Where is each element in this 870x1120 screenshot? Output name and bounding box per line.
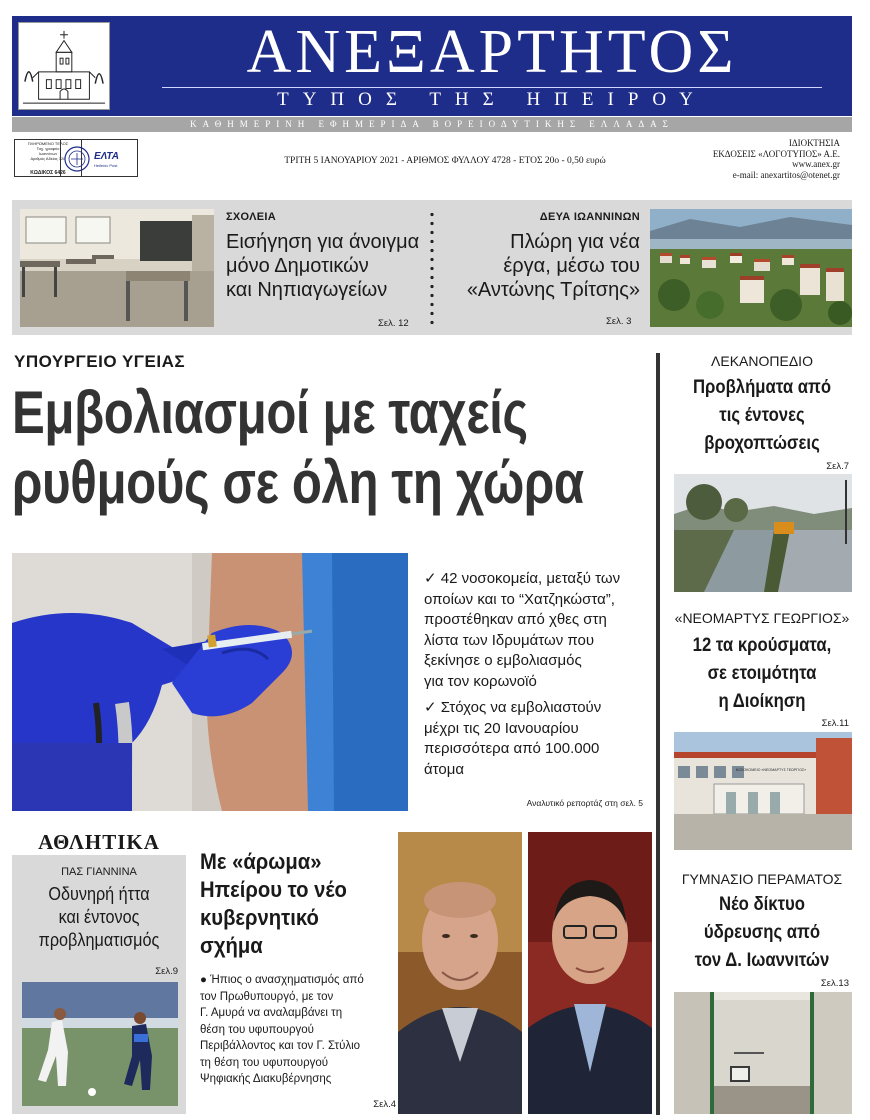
column-rule	[656, 353, 660, 1115]
headline-line: 12 τα κρούσματα,	[692, 635, 832, 656]
body-line: Ψηφιακής Διακυβέρνησης	[200, 1073, 332, 1085]
page-reference: Σελ.7	[826, 461, 849, 472]
body-line: τον Πρωθυπουργό, με τον	[200, 990, 334, 1003]
portrait-photo-left	[398, 832, 522, 1114]
side-kicker: «ΝΕΟΜΑΡΤΥΣ ΓΕΩΡΓΙΟΣ»	[674, 610, 850, 626]
headline-line: και Νηπιαγωγείων	[226, 279, 388, 301]
lead-bullet	[424, 698, 674, 780]
headline-line: Με «άρωμα»	[200, 849, 322, 874]
page-reference: Σελ.13	[820, 978, 849, 989]
side-kicker: ΓΥΜΝΑΣΙΟ ΠΕΡΑΜΑΤΟΣ	[681, 871, 843, 887]
body-line: Γ. Αμυρά να αναλαμβάνει τη	[200, 1007, 343, 1019]
lead-headline[interactable]	[12, 378, 584, 518]
headline-line: μόνο Δημοτικών	[226, 255, 369, 277]
flooded-road-photo	[674, 474, 852, 592]
church-logo-icon	[18, 22, 110, 110]
headline-line: και έντονος	[58, 907, 140, 927]
classroom-photo	[20, 209, 214, 327]
lead-kicker: ΥΠΟΥΡΓΕΙΟ ΥΓΕΙΑΣ	[14, 352, 186, 371]
postage-code: ΚΩΔΙΚΟΣ 6426	[30, 170, 66, 176]
dotted-divider	[430, 210, 434, 330]
lead-bullet	[424, 569, 674, 692]
page-reference: Σελ.4	[373, 1099, 396, 1110]
sports-kicker: ΠΑΣ ΓΙΑΝΝΙΝΑ	[61, 866, 137, 878]
body-line: τη θέση του υφυπουργού	[200, 1056, 329, 1069]
body-line: Περιβάλλοντος και τον Γ. Στύλιο	[200, 1040, 361, 1052]
page-reference: Σελ.11	[821, 718, 849, 729]
reshuffle-body	[200, 972, 390, 1088]
headline-line: η Διοίκηση	[718, 691, 806, 712]
headline-line: Οδυνηρή ήττα	[48, 884, 150, 904]
side-headline[interactable]	[683, 374, 841, 458]
email-link[interactable]: e-mail: anexartitos@otenet.gr	[732, 169, 840, 180]
page-reference: Σελ. 3	[606, 316, 632, 327]
elta-logo-text: ΕΛΤΑ	[94, 151, 120, 162]
body-line: ● Ήπιος ο ανασχηματισμός από	[200, 974, 364, 986]
headline-line: προβληματισμός	[38, 930, 160, 950]
postage-line: Ταχ. γραφείο	[36, 146, 60, 151]
building-sign: ΝΟΣΟΚΟΜΕΙΟ «ΝΕΟΜΑΡΤΥΣ ΓΕΩΡΓΙΟΣ»	[735, 768, 807, 772]
newspaper-subtitle: ΤΥΠΟΣ ΤΗΣ ΗΠΕΙΡΟΥ	[277, 89, 707, 110]
bullet-line: λίστα των Ιδρυμάτων που	[424, 631, 595, 649]
elta-subtext: Hellenic Post	[94, 163, 118, 168]
portrait-photo-right	[528, 832, 652, 1114]
promo-headline[interactable]	[442, 230, 640, 302]
headline-line: τον Δ. Ιωαννιτών	[694, 950, 830, 971]
owner-name: ΕΚΔΟΣΕΙΣ «ΛΟΓΟΤΥΠΟΣ» Α.Ε.	[712, 148, 840, 159]
page-reference: Σελ.9	[155, 966, 178, 977]
side-kicker: ΛΕΚΑΝΟΠΕΔΙΟ	[711, 353, 813, 369]
postage-line: ΠΛΗΡΩΜΕΝΟ ΤΕΛΟΣ	[27, 141, 69, 146]
headline-line: Νέο δίκτυο	[719, 894, 805, 915]
bullet-line: για τον κορωνοϊό	[424, 672, 537, 690]
headline-line: Ηπείρου το νέο	[200, 877, 347, 902]
bullet-line: προστέθηκαν από χθες στη	[424, 611, 607, 628]
bullet-line: μέχρι τις 20 Ιανουαρίου	[424, 719, 579, 737]
side-headline[interactable]	[683, 632, 841, 716]
issue-line: ΤΡΙΤΗ 5 ΙΑΝΟΥΑΡΙΟΥ 2021 - ΑΡΙΘΜΟΣ ΦΥΛΛΟΥ 4728 - ΕΤΟΣ 20ο - 0,50 ευρώ	[284, 156, 606, 166]
promo-kicker: ΔΕΥΑ ΙΩΑΝΝΙΝΩΝ	[539, 211, 640, 223]
lead-page-reference: Αναλυτικό ρεπορτάζ στη σελ. 5	[526, 798, 643, 808]
bullet-line: περισσότερα από 100.000	[424, 740, 600, 757]
vaccination-photo	[12, 553, 408, 811]
owner-label: ΙΔΙΟΚΤΗΣΙΑ	[788, 138, 840, 148]
bullet-line: οποίων και το “Χατζηκώστα”,	[424, 590, 615, 608]
promo-kicker: ΣΧΟΛΕΙΑ	[226, 211, 276, 223]
postage-line: Αριθμός Αδείας 128	[30, 156, 66, 161]
sports-section-title: ΑΘΛΗΤΙΚΑ	[12, 830, 186, 855]
headline-line: βροχοπτώσεις	[704, 433, 820, 454]
website-link[interactable]: www.anex.gr	[792, 159, 840, 169]
ownership-info	[660, 138, 840, 180]
headline-line: Πλώρη για νέα	[510, 231, 640, 253]
bullet-line: ✓ 42 νοσοκομεία, μεταξύ των	[424, 570, 621, 587]
postage-line: Ιωαννίνων	[38, 151, 58, 156]
headline-line: ρυθμούς σε όλη τη χώρα	[12, 449, 584, 516]
football-match-photo	[22, 982, 178, 1106]
masthead-strap: ΚΑΘΗΜΕΡΙΝΗ ΕΦΗΜΕΡΙΔΑ ΒΟΡΕΙΟΔΥΤΙΚΗΣ ΕΛΛΑΔΑΣ	[12, 117, 852, 132]
headline-line: Εισήγηση για άνοιγμα	[226, 231, 420, 253]
headline-line: Προβλήματα από	[692, 377, 832, 398]
headline-line: Εμβολιασμοί με ταχείς	[12, 379, 528, 446]
headline-line: «Αντώνης Τρίτσης»	[466, 279, 640, 301]
headline-line: σε ετοιμότητα	[707, 663, 817, 684]
body-line: θέση του υφυπουργού	[200, 1023, 314, 1036]
headline-line: έργα, μέσω του	[503, 255, 640, 277]
page-reference: Σελ. 12	[378, 318, 409, 329]
sports-headline[interactable]	[21, 883, 178, 952]
masthead	[12, 16, 852, 116]
school-interior-photo	[674, 992, 852, 1114]
hospital-building-photo	[674, 732, 852, 850]
bullet-line: άτομα	[424, 760, 465, 778]
bullet-line: ξεκίνησε ο εμβολιασμός	[424, 652, 582, 669]
headline-line: κυβερνητικό	[200, 905, 319, 930]
bullet-line: ✓ Στόχος να εμβολιαστούν	[424, 699, 602, 716]
headline-line: σχήμα	[200, 933, 263, 958]
reshuffle-headline[interactable]	[200, 848, 375, 960]
side-headline[interactable]	[683, 891, 841, 975]
town-photo	[650, 209, 852, 327]
headline-line: ύδρευσης από	[703, 922, 821, 943]
headline-line: τις έντονες	[719, 405, 805, 426]
newspaper-name: ΑΝΕΞΑΡΤΗΤΟΣ	[246, 18, 738, 86]
promo-headline[interactable]	[226, 230, 436, 302]
